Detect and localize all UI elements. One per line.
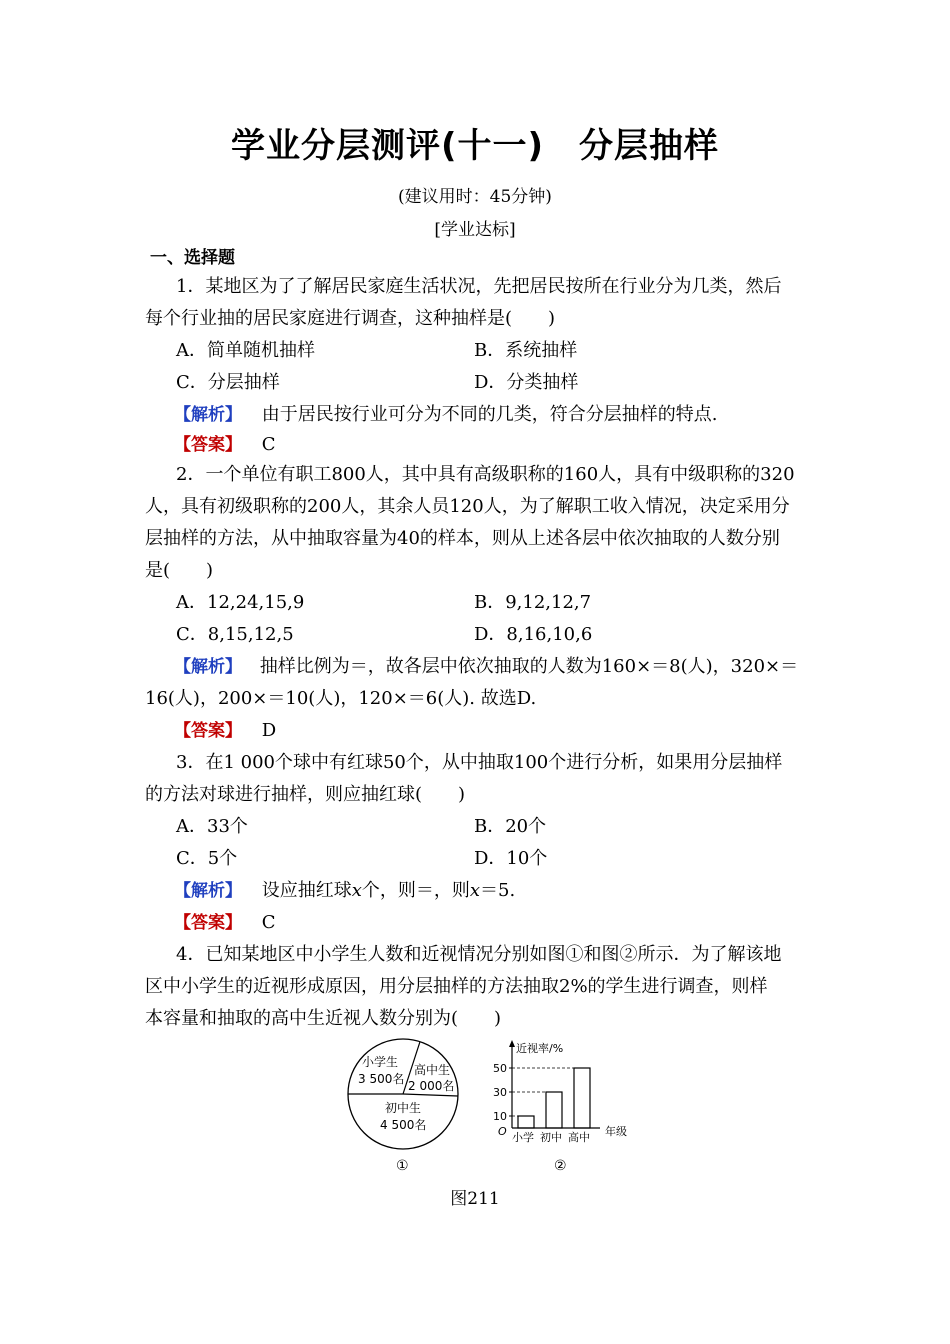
q3-analysis-part-c: ＝5. — [480, 880, 516, 901]
q2-line4: 是( ) — [145, 560, 214, 581]
q3-option-b: B．20个 — [474, 816, 547, 837]
q1-option-a: A．简单随机抽样 — [176, 340, 315, 361]
q4-line3: 本容量和抽取的高中生近视人数分别为( ) — [145, 1008, 502, 1029]
q2-line1: 2．一个单位有职工800人，其中具有高级职称的160人，具有中级职称的320 — [176, 464, 795, 485]
q1-option-b: B．系统抽样 — [474, 340, 578, 361]
q3-answer — [174, 910, 276, 936]
q3-option-d: D．10个 — [474, 848, 548, 869]
x-axis-label: 年级 — [605, 1125, 627, 1138]
q3-variable: x — [469, 880, 481, 901]
q2-answer — [174, 718, 276, 744]
q1-option-d: D．分类抽样 — [474, 372, 579, 393]
q2-analysis-line2: 16(人)，200×＝10(人)，120×＝6(人). 故选D. — [145, 688, 537, 709]
x-category-label: 初中 — [540, 1131, 562, 1144]
bar-高中 — [574, 1068, 590, 1128]
section-label: [学业达标] — [434, 220, 516, 240]
answer-label: 【答案】 — [174, 435, 242, 455]
q3-analysis-part-b: 个，则＝，则 — [361, 880, 470, 901]
y-tick-label: 10 — [493, 1110, 507, 1123]
bar-小学 — [518, 1116, 534, 1128]
bar-layer — [493, 1062, 590, 1144]
q2-analysis — [174, 654, 798, 680]
y-axis-label: 近视率/% — [516, 1042, 564, 1055]
q1-line1: 1．某地区为了了解居民家庭生活状况，先把居民按所在行业分为几类，然后 — [176, 276, 782, 297]
q3-option-a: A．33个 — [176, 816, 248, 837]
q2-option-a: A．12,24,15,9 — [176, 592, 305, 613]
q1-analysis-text: 由于居民按行业可分为不同的几类，符合分层抽样的特点. — [261, 404, 718, 425]
pie-divider-3 — [403, 1094, 458, 1096]
q1-option-c: C．分层抽样 — [176, 372, 280, 393]
pie-value-high: 2 000名 — [408, 1079, 455, 1093]
q1-line2: 每个行业抽的居民家庭进行调查，这种抽样是( ) — [145, 308, 556, 329]
page-title: 学业分层测评(十一) 分层抽样 — [230, 126, 720, 166]
pie-value-primary: 3 500名 — [358, 1072, 405, 1086]
bar-初中 — [546, 1092, 562, 1128]
analysis-label: 【解析】 — [174, 657, 242, 677]
pie-label-primary: 小学生 — [362, 1055, 399, 1069]
q2-option-d: D．8,16,10,6 — [474, 624, 593, 645]
q2-option-b: B．9,12,12,7 — [474, 592, 592, 613]
q1-analysis — [174, 402, 717, 428]
q2-analysis-line1: 抽样比例为＝，故各层中依次抽取的人数为160×＝8(人)，320×＝ — [259, 656, 799, 677]
q1-answer — [174, 432, 276, 458]
pie-chart — [340, 1036, 470, 1186]
x-category-label: 小学 — [512, 1131, 534, 1144]
y-tick-label: 50 — [493, 1062, 507, 1075]
q4-line2: 区中小学生的近视形成原因，用分层抽样的方法抽取2%的学生进行调查，则样 — [145, 976, 768, 997]
analysis-label: 【解析】 — [174, 881, 242, 901]
pie-label-middle: 初中生 — [385, 1101, 422, 1115]
q3-line1: 3．在1 000个球中有红球50个，从中抽取100个进行分析，如果用分层抽样 — [176, 752, 783, 773]
q2-answer-text: D — [261, 720, 277, 741]
pie-value-middle: 4 500名 — [380, 1118, 427, 1132]
x-category-label: 高中 — [568, 1131, 590, 1144]
q1-answer-text: C — [261, 434, 276, 455]
part-heading: 一、选择题 — [150, 248, 235, 268]
q2-line3: 层抽样的方法，从中抽取容量为40的样本，则从上述各层中依次抽取的人数分别 — [145, 528, 780, 549]
bar-figure-number: ② — [554, 1158, 567, 1174]
q3-answer-text: C — [261, 912, 276, 933]
y-axis-arrow — [509, 1040, 515, 1047]
analysis-label: 【解析】 — [174, 405, 242, 425]
pie-label-high: 高中生 — [414, 1063, 451, 1077]
y-tick-label: 30 — [493, 1086, 507, 1099]
time-hint: (建议用时：45分钟) — [398, 187, 552, 207]
bar-chart — [490, 1036, 640, 1186]
origin-label: O — [498, 1125, 507, 1138]
pie-figure-number: ① — [396, 1158, 409, 1174]
q3-analysis-part-a: 设应抽红球 — [261, 880, 352, 901]
figure-caption: 图211 — [450, 1189, 500, 1209]
q2-line2: 人，具有初级职称的200人，其余人员120人，为了解职工收入情况，决定采用分 — [145, 496, 790, 517]
answer-label: 【答案】 — [174, 721, 242, 741]
q4-line1: 4．已知某地区中小学生人数和近视情况分别如图①和图②所示．为了解该地 — [176, 944, 782, 965]
q3-analysis — [174, 878, 515, 904]
answer-label: 【答案】 — [174, 913, 242, 933]
q3-option-c: C．5个 — [176, 848, 238, 869]
q3-variable: x — [351, 880, 362, 901]
q3-line2: 的方法对球进行抽样，则应抽红球( ) — [145, 784, 466, 805]
q2-option-c: C．8,15,12,5 — [176, 624, 294, 645]
